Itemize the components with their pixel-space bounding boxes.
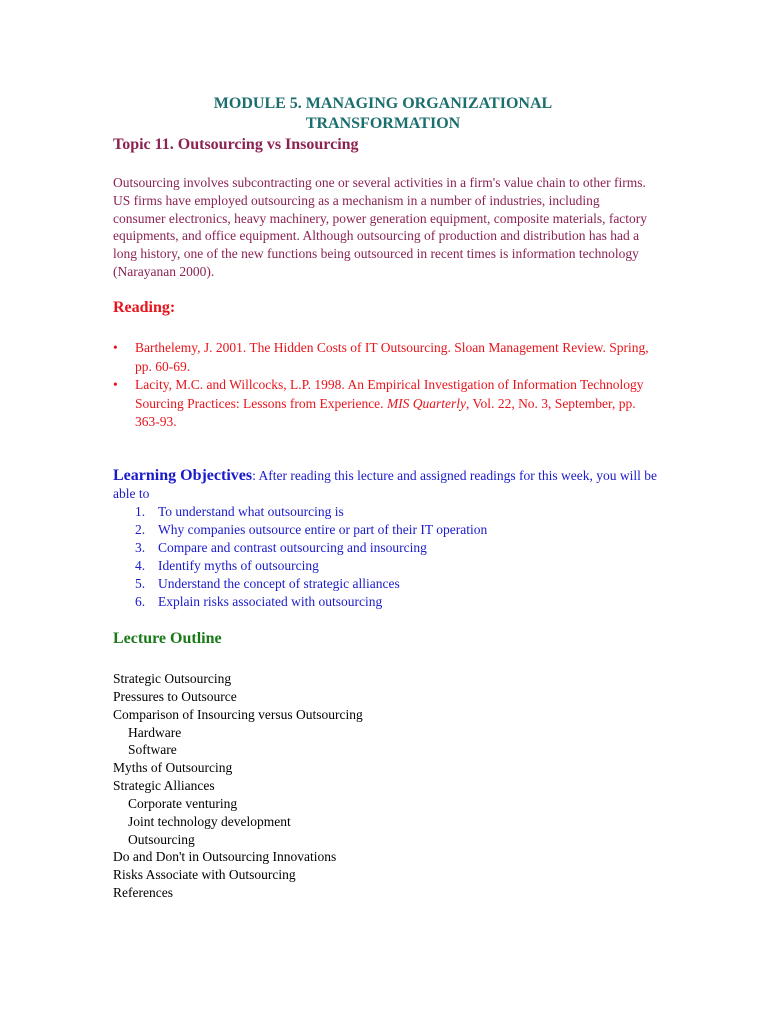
objective-number: 1. — [135, 504, 146, 519]
reading-item-details: , Vol. 22, No. 3, September, pp. 363-93. — [135, 395, 636, 429]
objectives-intro — [113, 467, 658, 503]
reading-item — [113, 376, 653, 432]
module-title-line-1: MODULE 5. MANAGING ORGANIZATIONAL — [213, 95, 553, 112]
outline-item: Strategic Outsourcing — [113, 671, 232, 686]
reading-list — [113, 339, 653, 432]
objective-text: Explain risks associated with outsourcing — [158, 594, 383, 609]
outline-item: Strategic Alliances — [113, 778, 215, 794]
outline-item: Comparison of Insourcing versus Outsourcing — [113, 706, 363, 722]
outline-subitem: Joint technology development — [128, 813, 291, 829]
objective-number: 2. — [135, 522, 146, 537]
outline-item: Pressures to Outsource — [113, 688, 237, 704]
lecture-outline-list — [113, 670, 363, 902]
bullet-icon: • — [113, 340, 118, 355]
outline-item: References — [113, 885, 173, 901]
reading-item — [113, 339, 653, 376]
outline-item: Risks Associate with Outsourcing — [113, 867, 296, 883]
module-title-line-2: TRANSFORMATION — [305, 115, 461, 132]
reading-item-text: Lacity, M.C. and Willcocks, L.P. 1998. An Empirical Investigation of Information Technology Sourcing Practices: Lessons from Experience. — [135, 377, 644, 411]
objective-text: To understand what outsourcing is — [158, 504, 344, 519]
intro-paragraph: Outsourcing involves subcontracting one or several activities in a firm's value chain to other firms. US firms have employed outsourcing as a mechanism in a number of industries, including consumer electronics, heavy machinery, power generation equipment, composite materials, factory equipments, and office equipment. Although outsourcing of production and distribution has had a long history, one of the new functions being outsourced in recent times is information technology (Narayanan 2000). — [113, 175, 648, 279]
outline-subitem: Outsourcing — [128, 831, 195, 847]
objective-item — [113, 557, 658, 575]
journal-name: MIS Quarterly — [386, 395, 467, 411]
objective-text: Why companies outsource entire or part of their IT operation — [158, 522, 488, 537]
outline-item: Do and Don't in Outsourcing Innovations — [113, 849, 337, 865]
objective-item — [113, 575, 658, 593]
objective-text: Understand the concept of strategic alliances — [158, 576, 400, 591]
objectives-list — [113, 503, 658, 611]
objective-number: 3. — [135, 540, 146, 555]
bullet-icon: • — [113, 377, 118, 392]
outline-subitem: Corporate venturing — [128, 795, 238, 811]
objective-item — [113, 503, 658, 521]
topic-title: Topic 11. Outsourcing vs Insourcing — [113, 136, 359, 153]
outline-subitem: Hardware — [128, 724, 182, 740]
objectives-heading: Learning Objectives — [113, 467, 253, 484]
learning-objectives — [113, 467, 658, 611]
lecture-outline-heading: Lecture Outline — [113, 630, 222, 647]
objective-item — [113, 521, 658, 539]
reading-item-text: Barthelemy, J. 2001. The Hidden Costs of IT Outsourcing. Sloan Management Review. Spring, pp. 60-69. — [135, 340, 649, 374]
objective-number: 6. — [135, 594, 146, 609]
objective-item — [113, 593, 658, 611]
objective-text: Compare and contrast outsourcing and insourcing — [158, 540, 427, 555]
outline-subitem: Software — [128, 742, 177, 758]
objective-text: Identify myths of outsourcing — [158, 558, 319, 573]
objective-item — [113, 539, 658, 557]
objective-number: 5. — [135, 576, 146, 591]
objective-number: 4. — [135, 558, 146, 573]
reading-heading: Reading: — [113, 299, 176, 316]
objectives-intro-text: : After reading this lecture and assigned readings for this week, you will be able to — [113, 468, 657, 501]
module-title — [113, 94, 653, 134]
outline-item: Myths of Outsourcing — [113, 760, 233, 776]
